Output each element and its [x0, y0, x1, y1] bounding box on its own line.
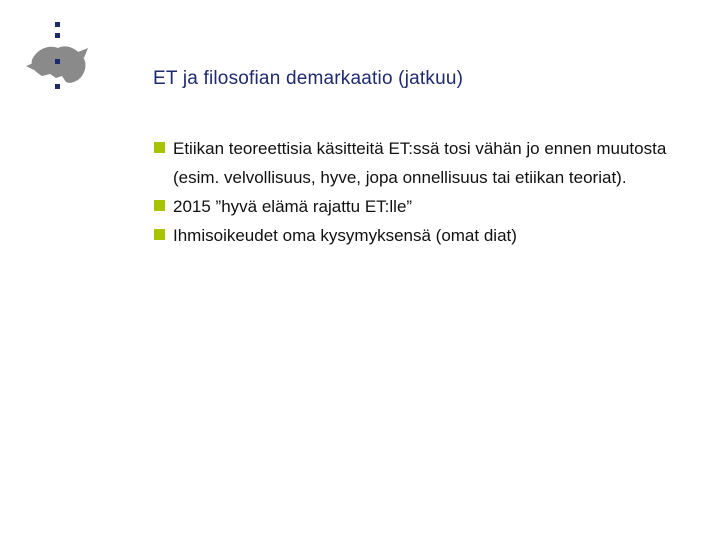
bullet-square-icon — [154, 200, 165, 211]
bullet-square-icon — [154, 142, 165, 153]
bullet-item — [154, 192, 694, 221]
bullet-text: 2015 ”hyvä elämä rajattu ET:lle” — [173, 197, 413, 216]
bullet-text: Ihmisoikeudet oma kysymyksensä (omat diat) — [173, 226, 517, 245]
bullet-list — [154, 134, 694, 250]
slide-title: ET ja filosofian demarkaatio (jatkuu) — [153, 68, 464, 89]
university-logo-icon — [22, 22, 92, 102]
bullet-square-icon — [154, 229, 165, 240]
bullet-text: Etiikan teoreettisia käsitteitä ET:ssä tosi vähän jo ennen muutosta (esim. velvollisuus, hyve, jopa onnellisuus tai etiikan teoriat). — [173, 139, 667, 187]
bullet-item — [154, 221, 694, 250]
bullet-item — [154, 134, 694, 192]
